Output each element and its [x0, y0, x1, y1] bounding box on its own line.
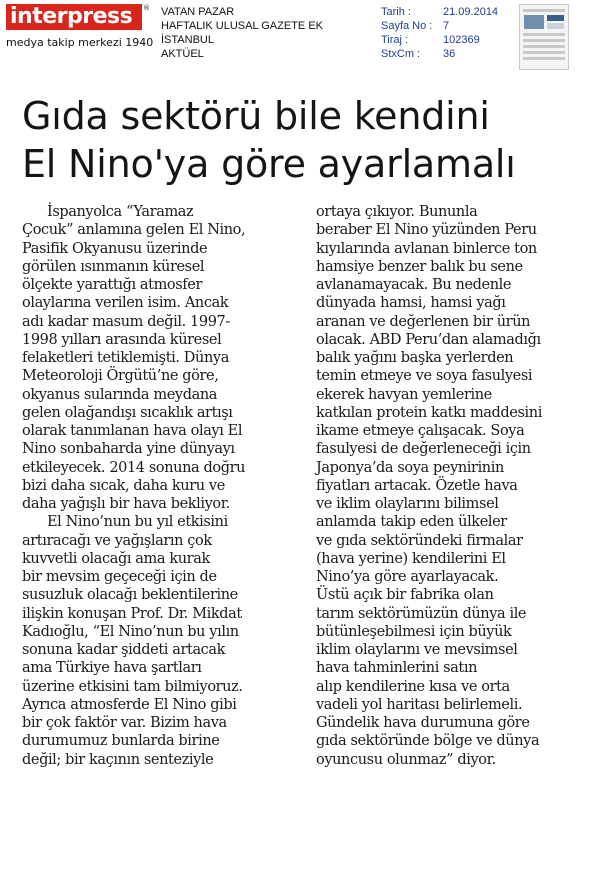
thumbnail-block — [547, 15, 564, 21]
meta-label: StxCm : — [381, 48, 421, 60]
body-line: El Nino’nun bu yıl etkisini — [47, 514, 228, 531]
meta-label: Tarih : — [381, 6, 411, 18]
body-line: sonuna kadar şiddeti artacak — [22, 642, 226, 658]
meta-label: Sayfa No : — [381, 20, 433, 32]
body-line: Nino sonbaharda yine dünyayı — [22, 441, 235, 458]
thumbnail-text-line — [523, 51, 565, 54]
body-line: aranan ve değerlenen bir ürün — [316, 313, 531, 330]
body-line: gıda sektöründe bölge ve dünya — [316, 733, 540, 750]
body-line: Kadıoğlu, “El Nino’nun bu yılın — [22, 623, 239, 640]
body-line: Pasifik Okyanusu üzerinde — [22, 240, 208, 257]
registered-mark: ® — [143, 4, 150, 12]
body-line: adı kadar masum değil. 1997- — [22, 313, 230, 330]
logo-tagline: medya takip merkezi 1940 — [6, 36, 154, 49]
body-line: olacak. ABD Peru’dan alamadığı — [316, 331, 541, 348]
body-line: üzerine etkisini tam bilmiyoruz. — [22, 678, 243, 695]
body-line: bir çok faktör var. Bizim hava — [22, 715, 227, 731]
body-line: fasulyesi de değerleneceği için — [316, 441, 531, 458]
body-line: ikame etmeye çalışacak. Soya — [316, 423, 525, 439]
page-thumbnail — [519, 4, 569, 70]
body-line: ve gıda sektöründeki firmalar — [316, 532, 523, 549]
body-line: kuvvetli olacağı ama kurak — [22, 550, 210, 567]
body-line: ilişkin konuşan Prof. Dr. Mikdat — [22, 605, 242, 622]
body-line: susuzluk olacağı beklentilerine — [22, 587, 238, 604]
body-line: ölçekte yarattığı atmosfer — [22, 277, 202, 293]
body-line: Nino’ya göre ayarlayacak. — [316, 569, 499, 585]
article-column-left — [22, 203, 308, 769]
article-headline — [22, 92, 592, 188]
publication-frequency: HAFTALIK ULUSAL GAZETE EK — [161, 20, 323, 32]
body-line: okyanus sularında meydana — [22, 386, 218, 403]
body-line: gelen olağandışı sıcaklık artışı — [22, 404, 233, 421]
body-line: bütünleşebilmesi için büyük — [316, 623, 512, 640]
thumbnail-text-line — [523, 39, 565, 42]
body-line: Üstü açık bir fabrika olan — [316, 587, 494, 604]
body-line: temin etmeye ve soya fasulyesi — [316, 368, 533, 385]
body-line: dünyada hamsi, hamsi yağı — [316, 295, 506, 312]
thumbnail-text-line — [523, 33, 565, 36]
publication-name: VATAN PAZAR — [161, 6, 235, 18]
body-line: (hava yerine) kendilerini El — [316, 550, 506, 567]
body-line: iklim olaylarını ve mevsimsel — [316, 642, 518, 658]
thumbnail-photo — [524, 15, 544, 29]
body-line: değil; bir kaçının senteziyle — [22, 751, 214, 768]
body-line: İspanyolca “Yaramaz — [47, 204, 194, 220]
body-line: kıyılarında avlanan binlerce ton — [316, 240, 537, 257]
body-line: 1998 yılları arasında küresel — [22, 331, 222, 348]
publication-city: İSTANBUL — [161, 34, 214, 46]
body-line: olaylarına verilen isim. Ancak — [22, 295, 229, 312]
body-line: felaketleri tetiklemişti. Dünya — [22, 350, 229, 366]
body-line: katkılan protein katkı maddesini — [316, 404, 542, 421]
body-line: vadeli yol haritası belirlemeli. — [316, 696, 523, 713]
body-line: ortaya çıkıyor. Bununla — [316, 204, 478, 220]
body-line: etkileyecek. 2014 sonuna doğru — [22, 459, 246, 476]
meta-value: 7 — [443, 20, 450, 32]
body-line: görülen ısınmanın küresel — [22, 258, 205, 275]
thumbnail-block — [547, 23, 564, 29]
body-line: bizi daha sıcak, daha kuru ve — [22, 477, 225, 494]
body-line: bir mevsim geçeceği için de — [22, 569, 217, 585]
headline-line: El Nino'ya göre ayarlamalı — [22, 142, 516, 186]
body-line: ve iklim olaylarını bilimsel — [316, 496, 499, 512]
body-line: alıp kendilerine kısa ve orta — [316, 678, 510, 695]
body-line: daha yağışlı bir hava bekliyor. — [22, 496, 230, 512]
body-line: balık yağını başka yerlerden — [316, 350, 514, 366]
meta-label: Tiraj : — [381, 34, 409, 46]
body-line: Meteoroloji Örgütü’ne göre, — [22, 368, 219, 385]
body-line: ekerek havyan yemlerine — [316, 386, 492, 403]
body-line: Çocuk” anlamına gelen El Nino, — [22, 222, 246, 239]
article-column-right — [316, 203, 594, 769]
body-line: tarım sektörümüzün dünya ile — [316, 605, 527, 622]
body-line: artıracağı ve yağışların çok — [22, 532, 212, 549]
body-line: Ayrıca atmosferde El Nino gibi — [22, 696, 237, 713]
body-line: hamsiye benzer balık bu sene — [316, 258, 523, 275]
thumbnail-header-bar — [523, 9, 565, 12]
body-line: hava tahminlerini satın — [316, 660, 478, 677]
body-line: ama Türkiye hava şartları — [22, 660, 202, 677]
interpress-logo — [6, 4, 154, 52]
publication-section: AKTÜEL — [161, 48, 204, 60]
body-line: Gündelik hava durumuna göre — [316, 715, 530, 731]
body-line: fiyatları artacak. Özetle hava — [316, 477, 518, 494]
body-line: olarak tanımlanan hava olayı El — [22, 423, 243, 439]
body-line: oyuncusu olunmaz” diyor. — [316, 751, 496, 768]
logo-wordmark: interpress — [6, 4, 142, 30]
body-line: beraber El Nino yüzünden Peru — [316, 222, 537, 239]
meta-value: 21.09.2014 — [443, 6, 499, 18]
thumbnail-text-line — [523, 45, 565, 48]
body-line: anlamda takip eden ülkeler — [316, 514, 507, 531]
meta-value: 102369 — [443, 34, 480, 46]
meta-value: 36 — [443, 48, 456, 60]
body-line: Japonya’da soya peynirinin — [316, 459, 504, 476]
thumbnail-text-line — [523, 57, 565, 60]
headline-line: Gıda sektörü bile kendini — [22, 94, 490, 138]
body-line: avlanamayacak. Bu nedenle — [316, 277, 512, 293]
publication-info — [161, 5, 323, 61]
body-line: durumumuz bunlarda birine — [22, 733, 220, 750]
